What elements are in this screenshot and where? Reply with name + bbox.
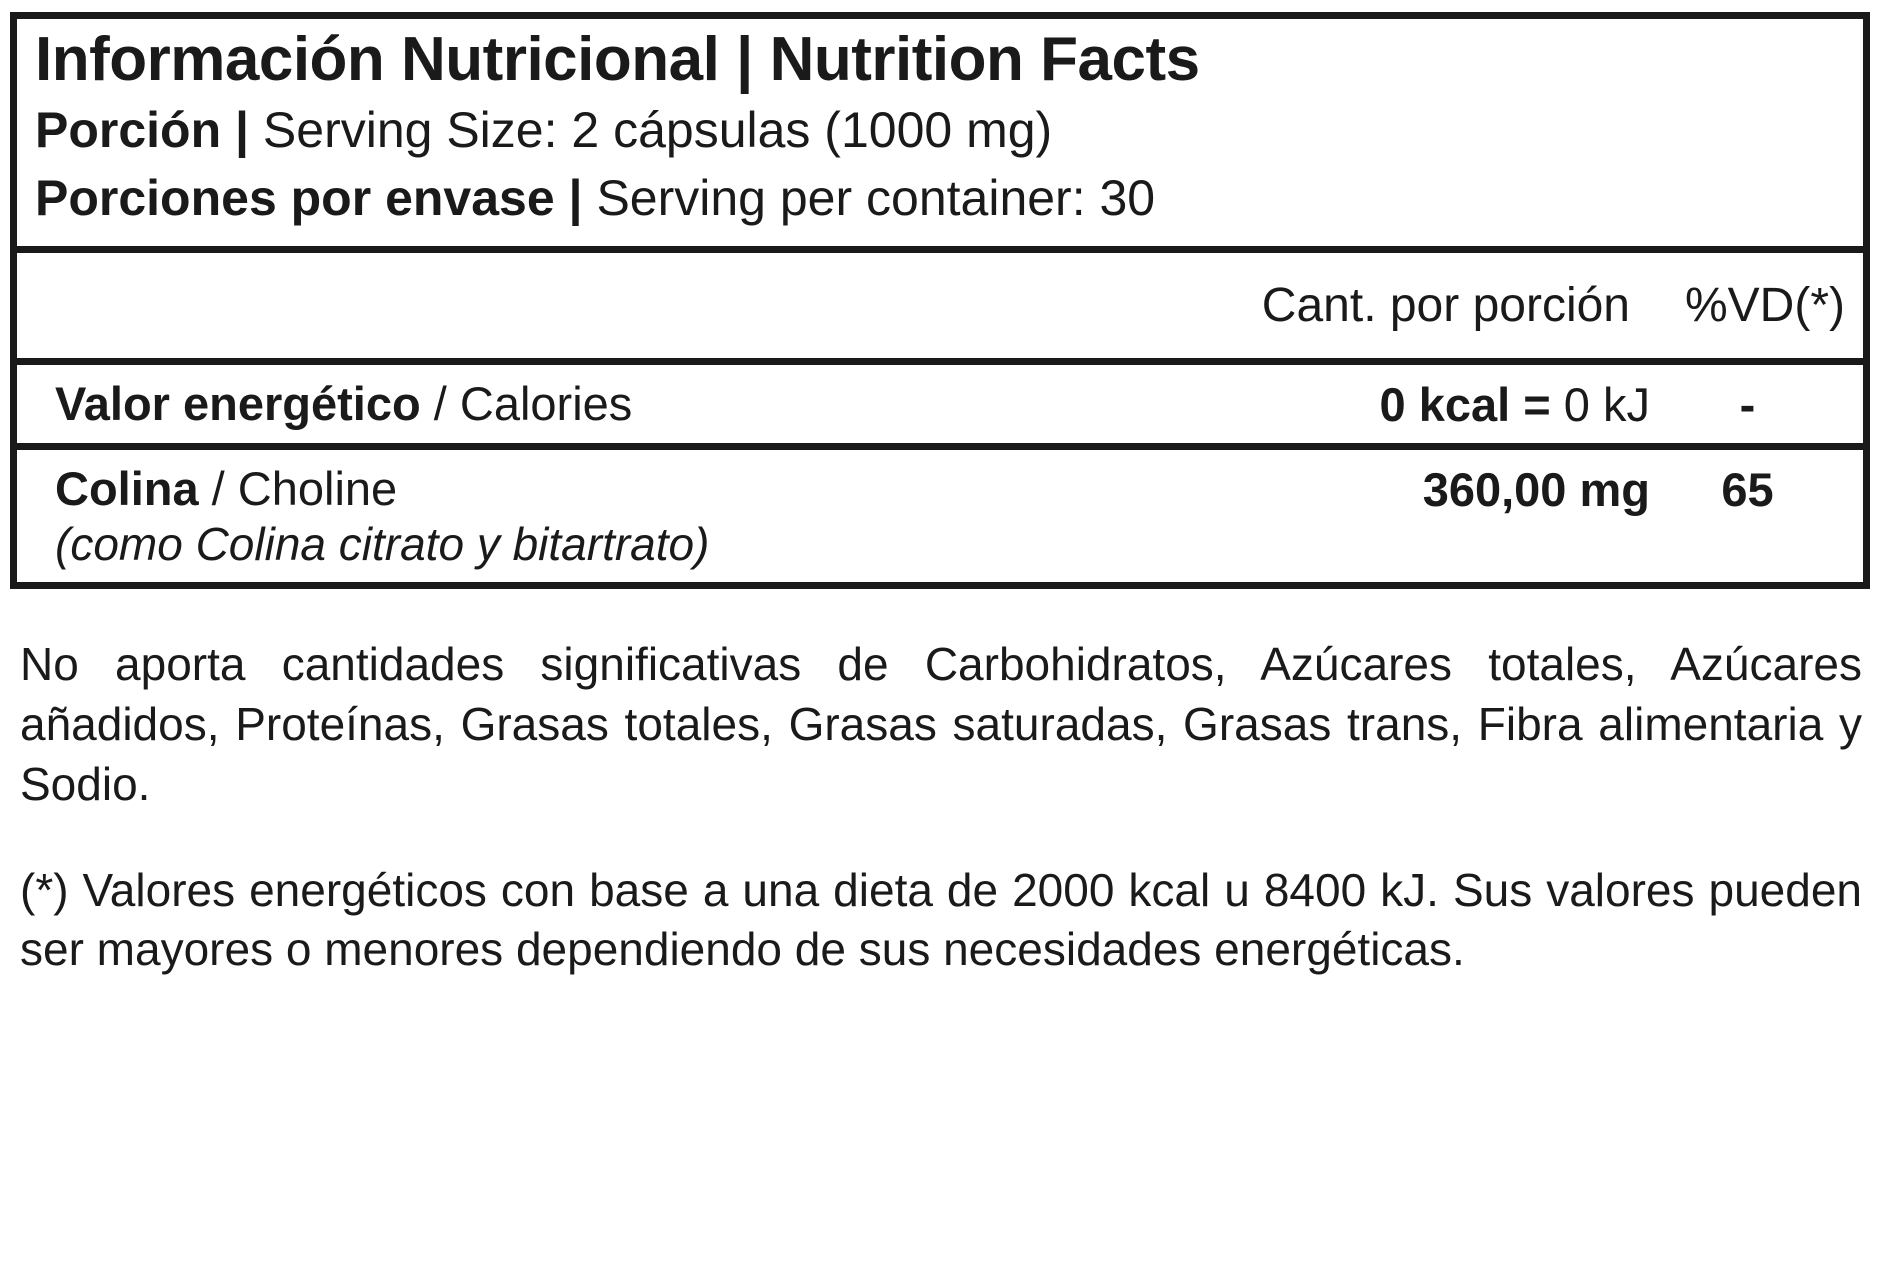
nutrient-amount [1380,375,1650,432]
nutrient-amount-bold: 0 kcal = [1379,378,1551,432]
column-header-amount: Cant. por porción [1261,279,1630,333]
serving-size-label: Porción | [35,102,263,159]
nutrient-rows [10,365,1870,589]
column-headers [10,253,1870,365]
nutrient-amount-bold: 360,00 mg [1422,462,1650,516]
nutrient-name [55,375,1380,432]
nutrient-source-note: (como Colina citrato y bitartrato) [55,518,710,571]
header-block [10,12,1870,253]
footnote-daily-value: (*) Valores energéticos con base a una dieta de 2000 kcal u 8400 kJ. Sus valores pueden ser mayores o menores dependiendo de sus necesidades energéticas. [20,863,1862,976]
nutrient-amount [1423,460,1650,517]
footnote-insignificant-amounts: No aporta cantidades significativas de Carbohidratos, Azúcares totales, Azúcares añadidos, Proteínas, Grasas totales, Grasas saturadas, Grasas trans, Fibra alimentaria y Sodio. [20,638,1862,810]
servings-per-container-value: Serving per container: 30 [596,170,1156,227]
nutrient-name-rest: / Calories [420,377,633,431]
nutrient-name-rest: / Choline [198,461,398,515]
servings-per-container-label: Porciones por envase | [35,170,597,227]
nutrient-name-bold: Colina [55,461,199,515]
page-title: Información Nutricional | Nutrition Facts [35,25,1200,94]
nutrient-name-bold: Valor energético [55,377,421,431]
table-row [17,365,1863,449]
nutrition-facts-label [10,12,1870,1026]
nutrient-daily-value: - [1739,378,1756,432]
serving-size-value: Serving Size: 2 cápsulas (1000 mg) [262,102,1053,159]
column-header-daily-value: %VD(*) [1684,279,1845,333]
table-row [17,450,1863,583]
servings-per-container-line [35,166,1845,230]
nutrient-amount-light: 0 kJ [1550,378,1650,432]
serving-size-line [35,98,1845,162]
nutrient-name [55,460,1423,573]
footnotes [10,635,1870,980]
nutrient-daily-value: 65 [1721,462,1774,516]
